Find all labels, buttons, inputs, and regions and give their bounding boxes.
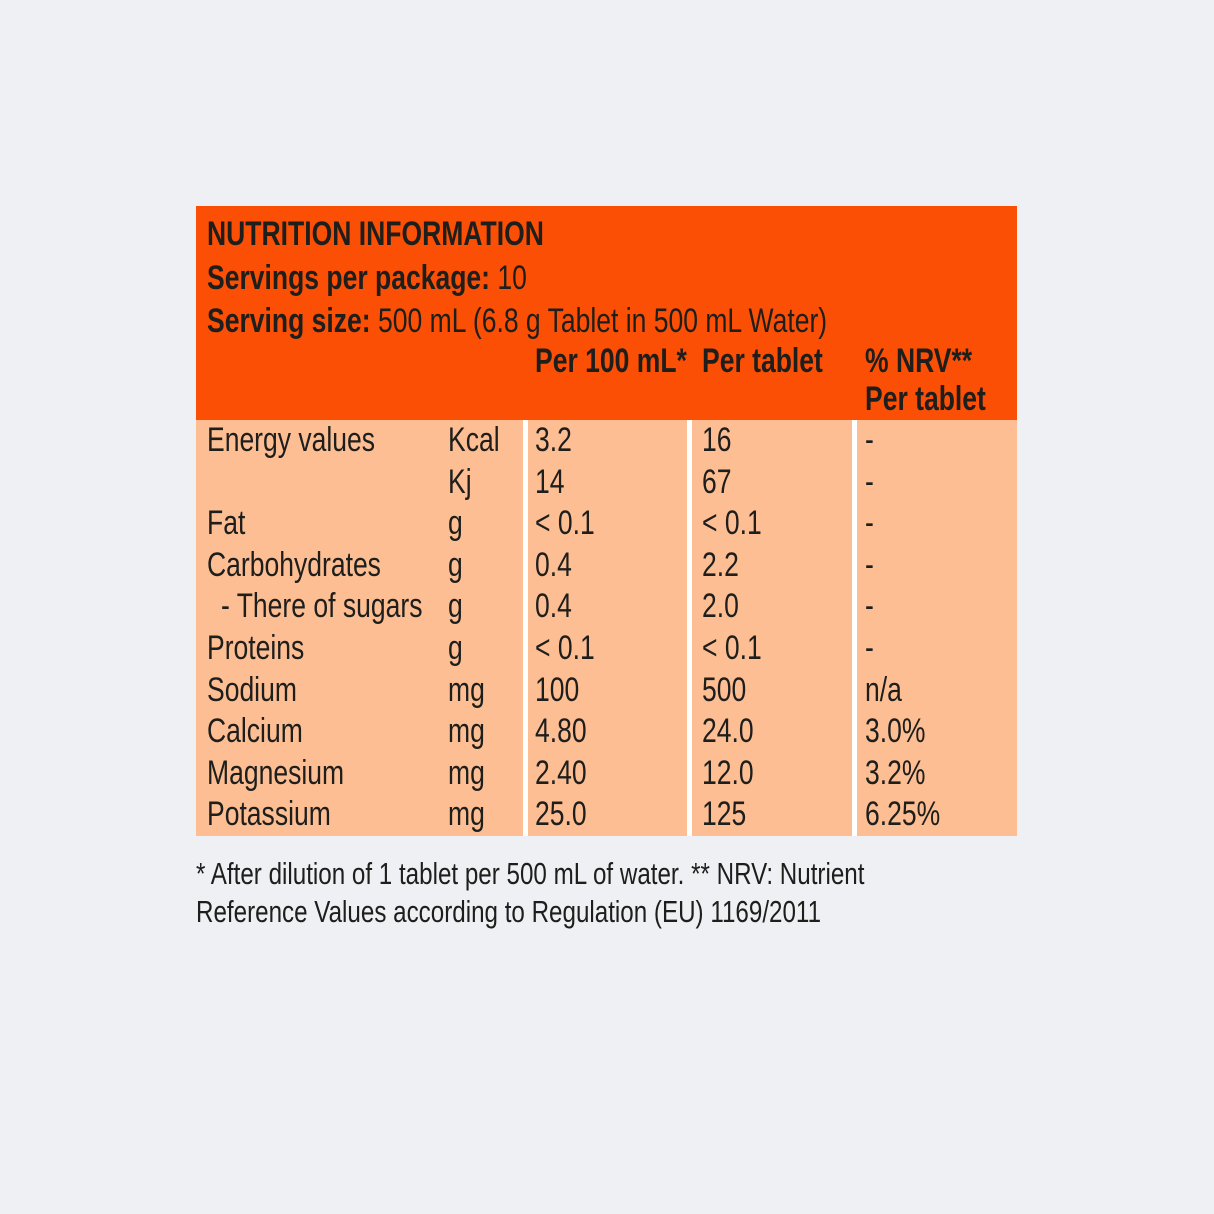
cell-nrv: n/a — [865, 670, 902, 709]
cell-nutrient: Potassium — [207, 795, 331, 834]
table-row-carbohydrates — [196, 545, 1017, 587]
serving-size-value: 500 mL (6.8 g Tablet in 500 mL Water) — [378, 302, 828, 340]
cell-per-100ml: 2.40 — [535, 753, 587, 792]
cell-unit: mg — [448, 753, 485, 792]
cell-unit: mg — [448, 712, 485, 751]
cell-unit: g — [448, 545, 463, 584]
servings-value: 10 — [497, 259, 527, 297]
table-row-calcium — [196, 711, 1017, 753]
cell-unit: g — [448, 504, 463, 543]
cell-unit: g — [448, 587, 463, 626]
table-row-potassium — [196, 794, 1017, 836]
nutrition-title — [207, 214, 639, 254]
serving-size-label: Serving size: — [207, 302, 371, 340]
cell-per-tablet: 12.0 — [702, 753, 754, 792]
cell-per-tablet: < 0.1 — [702, 504, 762, 543]
column-headers-row — [196, 342, 1017, 418]
cell-nrv: - — [865, 462, 874, 501]
cell-nrv: - — [865, 545, 874, 584]
nutrition-table-header — [196, 206, 1017, 420]
table-row-energy-kj — [196, 462, 1017, 504]
cell-nutrient: Carbohydrates — [207, 545, 381, 584]
cell-per-100ml: 25.0 — [535, 795, 587, 834]
column-divider — [523, 420, 528, 836]
cell-nrv: - — [865, 587, 874, 626]
column-divider — [687, 420, 692, 836]
cell-per-100ml: 14 — [535, 462, 565, 501]
cell-per-tablet: 67 — [702, 462, 732, 501]
cell-nrv: 6.25% — [865, 795, 941, 834]
column-header-per-tablet: Per tablet — [702, 342, 823, 380]
footnote-line1: * After dilution of 1 tablet per 500 mL of water. ** NRV: Nutrient — [196, 856, 865, 891]
cell-unit: mg — [448, 670, 485, 709]
servings-per-package-line — [207, 258, 617, 298]
cell-per-tablet: 125 — [702, 795, 747, 834]
table-row-magnesium — [196, 753, 1017, 795]
cell-per-100ml: < 0.1 — [535, 504, 595, 543]
cell-nutrient: Magnesium — [207, 753, 345, 792]
footnote — [196, 855, 1053, 931]
column-header-per-100ml: Per 100 mL* — [535, 342, 687, 380]
table-row-proteins — [196, 628, 1017, 670]
cell-nrv: 3.2% — [865, 753, 926, 792]
cell-unit: Kcal — [448, 421, 500, 459]
cell-unit: mg — [448, 795, 485, 834]
cell-per-100ml: 4.80 — [535, 712, 587, 751]
cell-per-100ml: 0.4 — [535, 545, 572, 584]
cell-nrv: - — [865, 421, 874, 459]
table-row-fat — [196, 503, 1017, 545]
column-divider — [852, 420, 857, 836]
cell-unit: g — [448, 628, 463, 667]
cell-unit: Kj — [448, 462, 472, 501]
footnote-line2: Reference Values according to Regulation (EU) 1169/2011 — [196, 894, 822, 929]
nutrition-title-text: NUTRITION INFORMATION — [207, 215, 544, 253]
cell-nutrient: Proteins — [207, 628, 305, 667]
cell-per-100ml: 0.4 — [535, 587, 572, 626]
nutrition-table-body — [196, 420, 1017, 836]
table-row-energy-kcal — [196, 420, 1017, 462]
cell-per-tablet: 2.2 — [702, 545, 739, 584]
table-row-sugars — [196, 586, 1017, 628]
cell-nutrient — [196, 462, 448, 504]
cell-per-tablet: 16 — [702, 421, 732, 459]
cell-per-tablet: 24.0 — [702, 712, 754, 751]
cell-nrv: - — [865, 504, 874, 543]
table-row-sodium — [196, 670, 1017, 712]
cell-per-100ml: 3.2 — [535, 421, 572, 459]
serving-size-line — [207, 301, 1002, 341]
cell-per-tablet: 2.0 — [702, 587, 739, 626]
column-header-nrv — [865, 342, 1020, 418]
cell-per-tablet: < 0.1 — [702, 628, 762, 667]
nutrition-table — [196, 206, 1017, 836]
cell-nutrient: Calcium — [207, 712, 303, 751]
cell-nutrient: Energy values — [207, 421, 376, 459]
cell-per-tablet: 500 — [702, 670, 747, 709]
column-header-nrv-line2: Per tablet — [865, 380, 986, 418]
cell-nrv: 3.0% — [865, 712, 926, 751]
cell-per-100ml: 100 — [535, 670, 580, 709]
cell-nrv: - — [865, 628, 874, 667]
cell-nutrient: - There of sugars — [221, 587, 423, 626]
cell-per-100ml: < 0.1 — [535, 628, 595, 667]
column-header-nrv-line1: % NRV** — [865, 342, 973, 380]
cell-nutrient: Fat — [207, 504, 246, 543]
servings-label: Servings per package: — [207, 259, 491, 297]
cell-nutrient: Sodium — [207, 670, 297, 709]
column-header-spacer — [196, 342, 535, 418]
